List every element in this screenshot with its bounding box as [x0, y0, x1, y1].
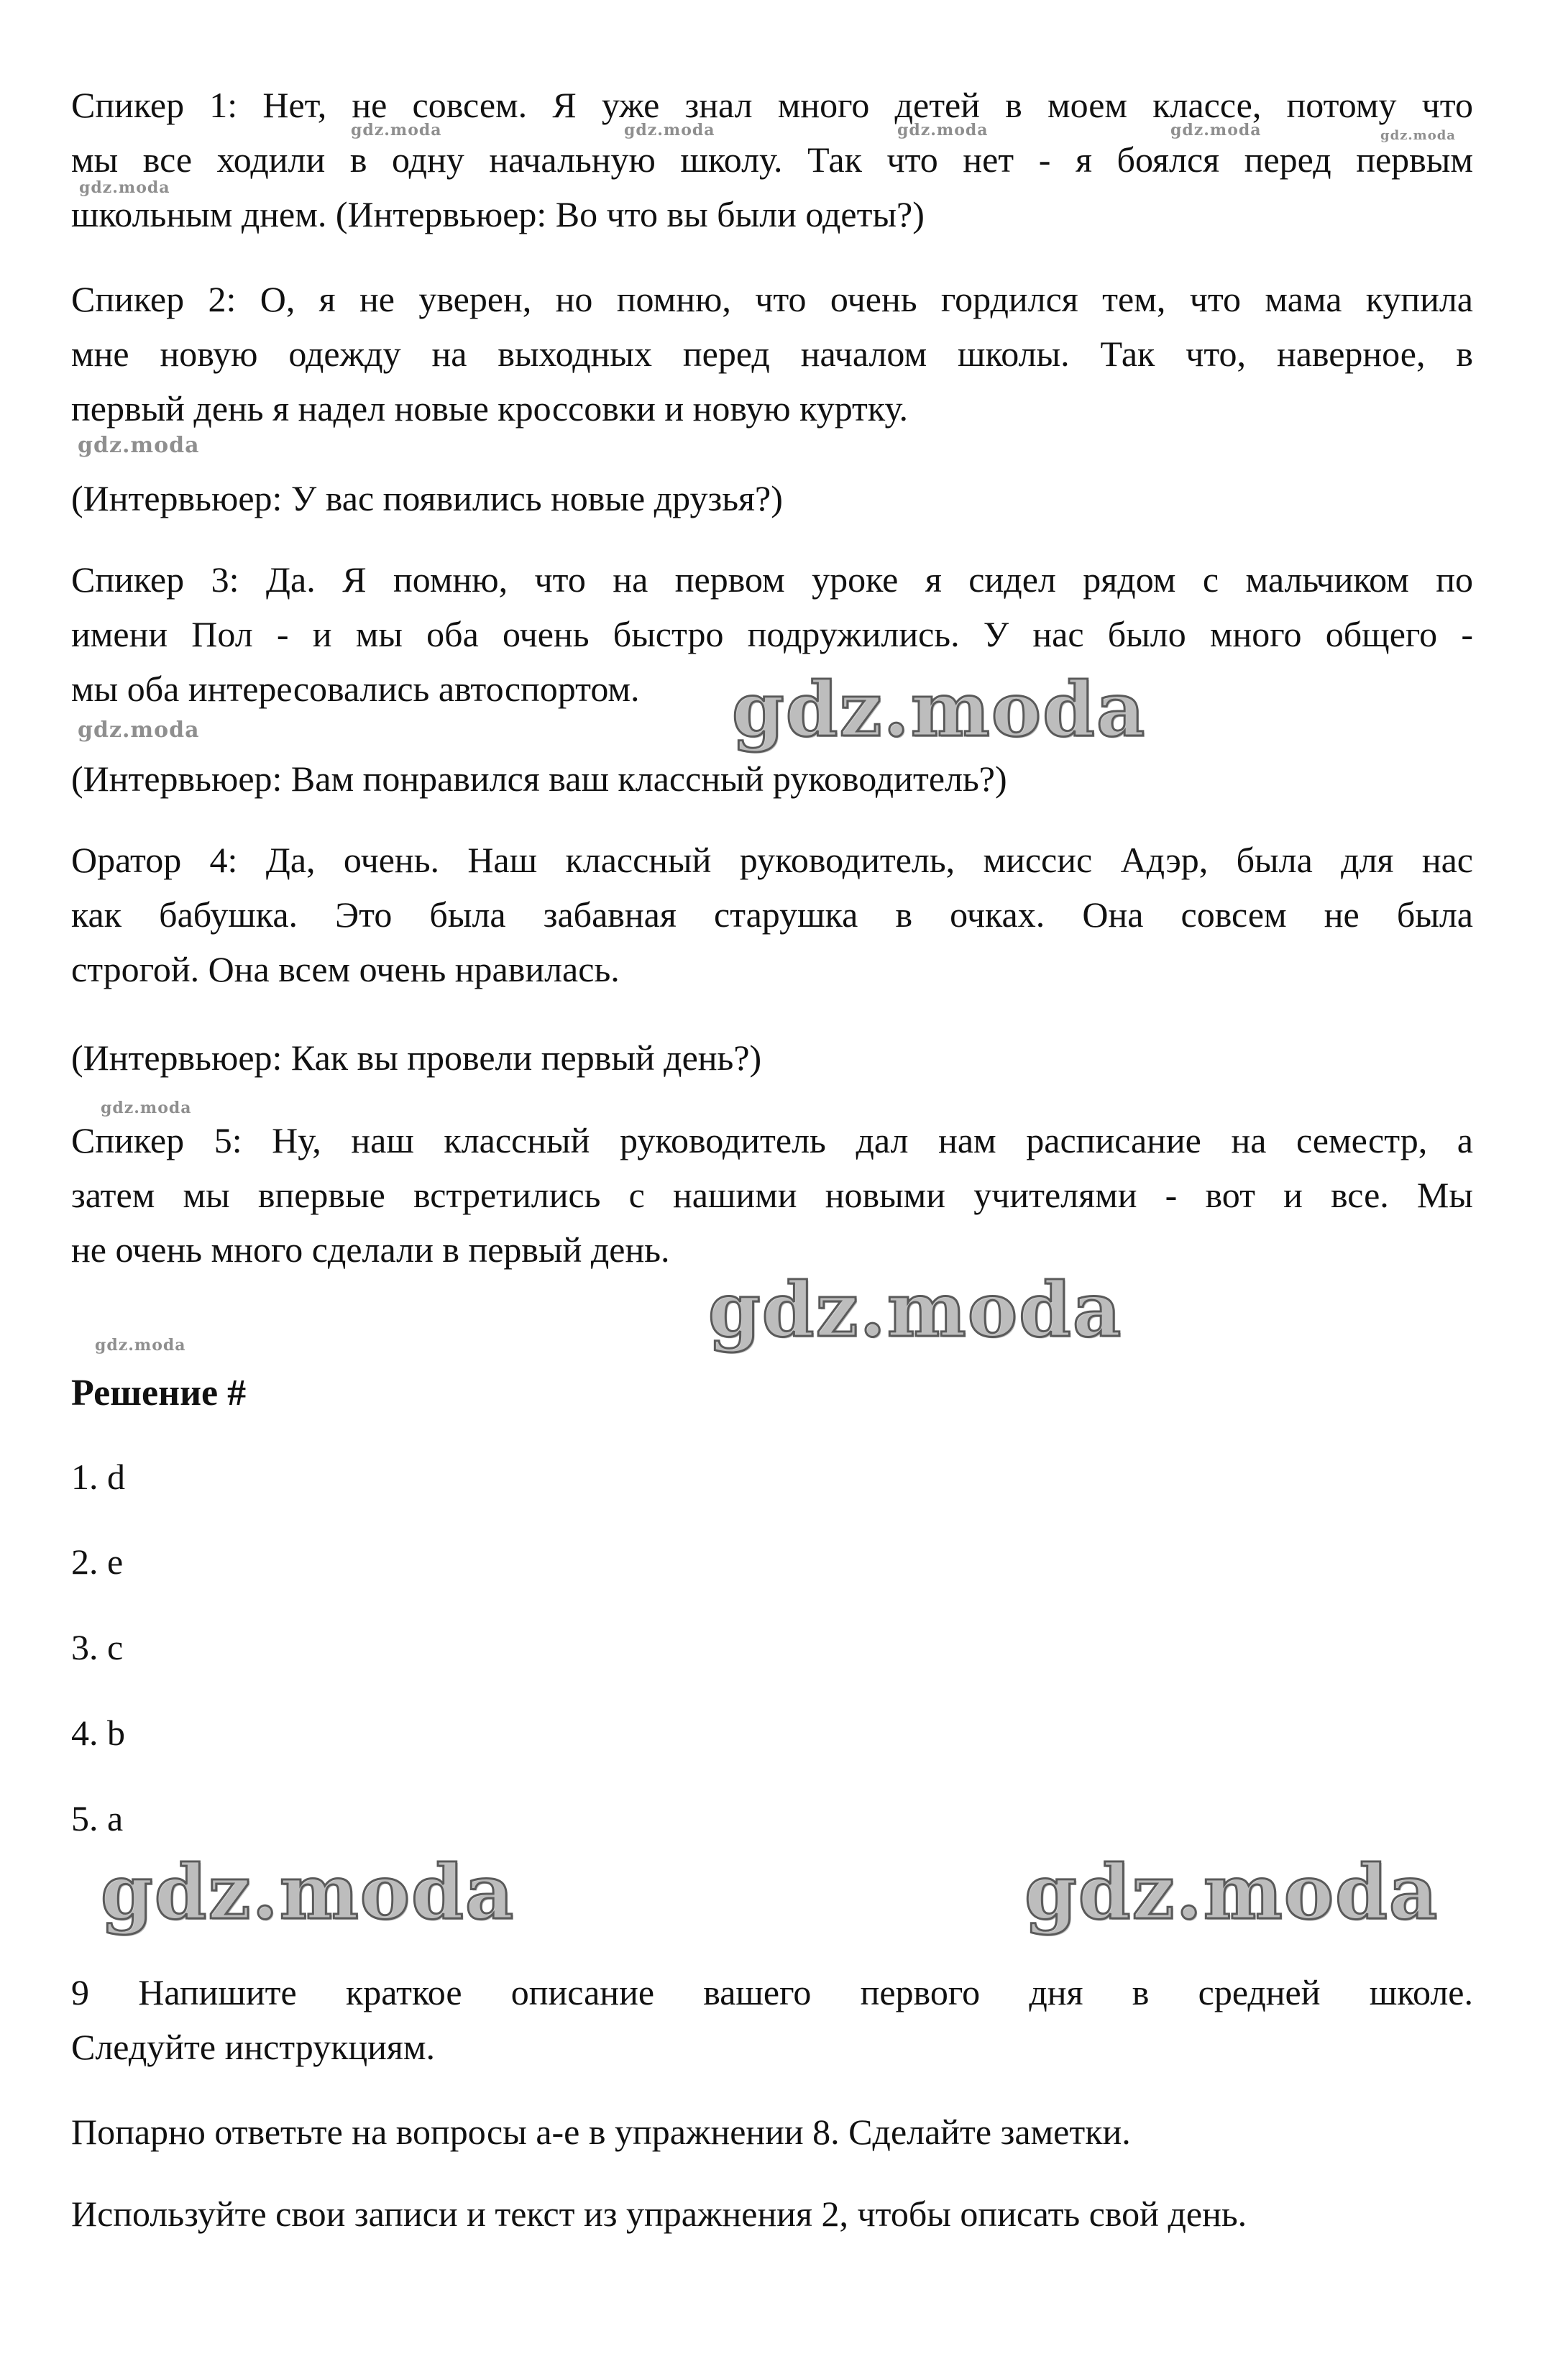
task-9-line-2: Следуйте инструкциям.: [71, 2027, 436, 2067]
speaker-4-line-2: как бабушка. Это была забавная старушка в очках. Она совсем не была: [71, 894, 1473, 935]
speaker-1-line-3: школьным днем. (Интервьюер: Во что вы были одеты?): [71, 194, 925, 234]
speaker-2-line-2: мне новую одежду на выходных перед началом школы. Так что, наверное, в: [71, 334, 1473, 374]
answer-2: 2. e: [71, 1542, 124, 1582]
watermark-logo: gdz.moda: [732, 665, 1147, 753]
interviewer-question-3: [71, 751, 1473, 806]
watermark-logo: gdz.moda: [1380, 128, 1456, 143]
speaker-1-paragraph: [71, 78, 1473, 242]
speaker-2-paragraph: [71, 272, 1473, 436]
speaker-5-paragraph: [71, 1113, 1473, 1277]
watermark-logo: gdz.moda: [78, 433, 200, 458]
speaker-2-line-1: Спикер 2: О, я не уверен, но помню, что очень гордился тем, что мама купила: [71, 279, 1473, 319]
speaker-5-line-3: не очень много сделали в первый день.: [71, 1229, 670, 1270]
interviewer-question-2: [71, 471, 1473, 526]
task-9-step-1: [71, 2104, 1473, 2159]
speaker-4-paragraph: [71, 833, 1473, 997]
speaker-4-line-1: Оратор 4: Да, очень. Наш классный руководитель, миссис Адэр, была для нас: [71, 840, 1473, 880]
watermark-logo: gdz.moda: [624, 121, 715, 139]
watermark-logo: gdz.moda: [79, 178, 170, 197]
speaker-1-line-1: Спикер 1: Нет, не совсем. Я уже знал много детей в моем классе, потому что: [71, 85, 1473, 125]
solution-heading: Решение #: [71, 1373, 247, 1414]
interviewer-question-3-text: (Интервьюер: Вам понравился ваш классный руководитель?): [71, 759, 1007, 799]
interviewer-question-4: [71, 1030, 1473, 1085]
speaker-4-line-3: строгой. Она всем очень нравилась.: [71, 949, 620, 989]
speaker-5-line-1: Спикер 5: Ну, наш классный руководитель дал нам расписание на семестр, а: [71, 1120, 1473, 1160]
speaker-1-line-2: мы все ходили в одну начальную школу. Так что нет - я боялся перед первым: [71, 139, 1473, 180]
watermark-logo: gdz.moda: [708, 1265, 1123, 1354]
speaker-2-line-3: первый день я надел новые кроссовки и новую куртку.: [71, 388, 908, 429]
task-9-step-1-text: Попарно ответьте на вопросы a-e в упражнении 8. Сделайте заметки.: [71, 2112, 1131, 2152]
watermark-logo: gdz.moda: [78, 718, 200, 743]
task-9-line-1: 9 Напишите краткое описание вашего первого дня в средней школе.: [71, 1972, 1473, 2012]
watermark-logo: gdz.moda: [897, 121, 989, 139]
watermark-logo: gdz.moda: [1024, 1848, 1439, 1936]
watermark-logo: gdz.moda: [1170, 121, 1262, 139]
interviewer-question-2-text: (Интервьюер: У вас появились новые друзья?): [71, 478, 783, 518]
task-9-step-2-text: Используйте свои записи и текст из упражнения 2, чтобы описать свой день.: [71, 2194, 1247, 2234]
speaker-5-line-2: затем мы впервые встретились с нашими новыми учителями - вот и все. Мы: [71, 1175, 1473, 1215]
speaker-3-line-3: мы оба интересовались автоспортом.: [71, 669, 640, 709]
interviewer-question-4-text: (Интервьюер: Как вы провели первый день?): [71, 1037, 762, 1078]
speaker-3-line-2: имени Пол - и мы оба очень быстро подружились. У нас было много общего -: [71, 614, 1473, 654]
watermark-logo: gdz.moda: [101, 1099, 192, 1117]
answer-4: 4. b: [71, 1713, 125, 1753]
speaker-3-line-1: Спикер 3: Да. Я помню, что на первом уроке я сидел рядом с мальчиком по: [71, 559, 1473, 600]
answer-5: 5. a: [71, 1798, 124, 1838]
watermark-logo: gdz.moda: [351, 121, 442, 139]
task-9-paragraph: [71, 1965, 1473, 2074]
answer-3: 3. c: [71, 1627, 124, 1667]
task-9-step-2: [71, 2186, 1473, 2241]
watermark-logo: gdz.moda: [101, 1848, 515, 1936]
watermark-logo: gdz.moda: [95, 1336, 186, 1355]
answer-1: 1. d: [71, 1457, 125, 1497]
